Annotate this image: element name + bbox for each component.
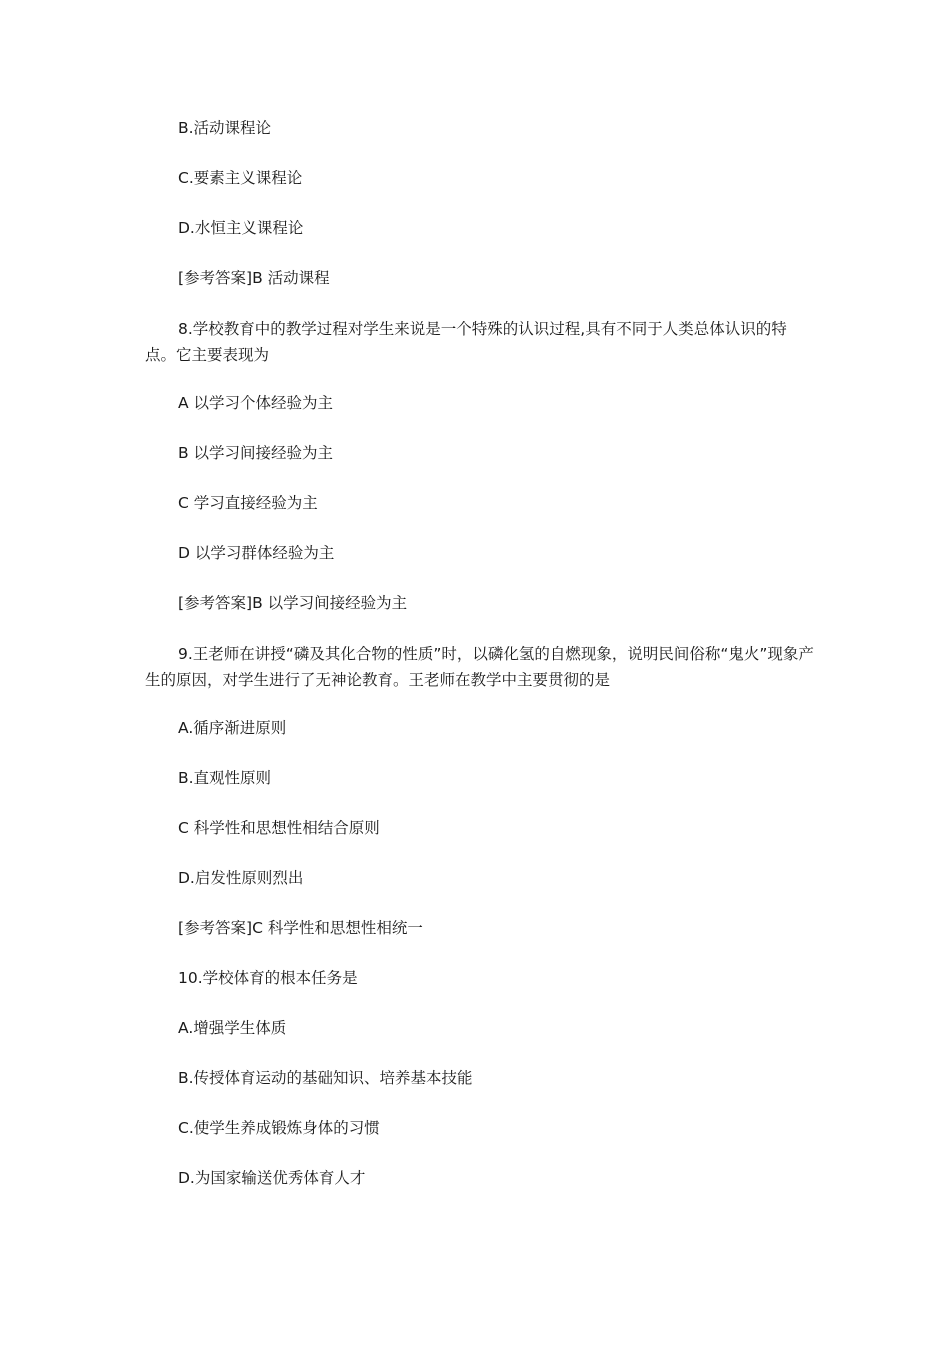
q10-option-d: D.为国家输送优秀体育人才	[178, 1169, 366, 1187]
q10-option-c: C.使学生养成锻炼身体的习惯	[178, 1119, 380, 1137]
q8-stem: 8.学校教育中的教学过程对学生来说是一个特殊的认识过程,具有不同于人类总体认识的特点。它主要表现为	[145, 320, 787, 364]
q7-answer: [参考答案]B 活动课程	[178, 269, 330, 287]
q8-option-b: B 以学习间接经验为主	[178, 444, 334, 462]
q9-option-d: D.启发性原则烈出	[178, 869, 304, 887]
q8-option-d: D 以学习群体经验为主	[178, 544, 335, 562]
q9-option-c: C 科学性和思想性相结合原则	[178, 819, 380, 837]
q10-stem: 10.学校体育的根本任务是	[178, 969, 358, 987]
q7-option-d: D.水恒主义课程论	[178, 219, 304, 237]
q7-option-c: C.要素主义课程论	[178, 169, 303, 187]
q7-option-b: B.活动课程论	[178, 119, 272, 137]
q10-option-b: B.传授体育运动的基础知识、培养基本技能	[178, 1069, 473, 1087]
q10-option-a: A.增强学生体质	[178, 1019, 287, 1037]
q9-stem: 9.王老师在讲授“磷及其化合物的性质”时，以磷化氢的自燃现象，说明民间俗称“鬼火”现象产生的原因，对学生进行了无神论教育。王老师在教学中主要贯彻的是	[145, 645, 814, 689]
q9-answer: [参考答案]C 科学性和思想性相统一	[178, 919, 423, 937]
q9-option-a: A.循序渐进原则	[178, 719, 287, 737]
q8-option-c: C 学习直接经验为主	[178, 494, 318, 512]
q9-option-b: B.直观性原则	[178, 769, 272, 787]
q8-answer: [参考答案]B 以学习间接经验为主	[178, 594, 408, 612]
q8-option-a: A 以学习个体经验为主	[178, 394, 334, 412]
